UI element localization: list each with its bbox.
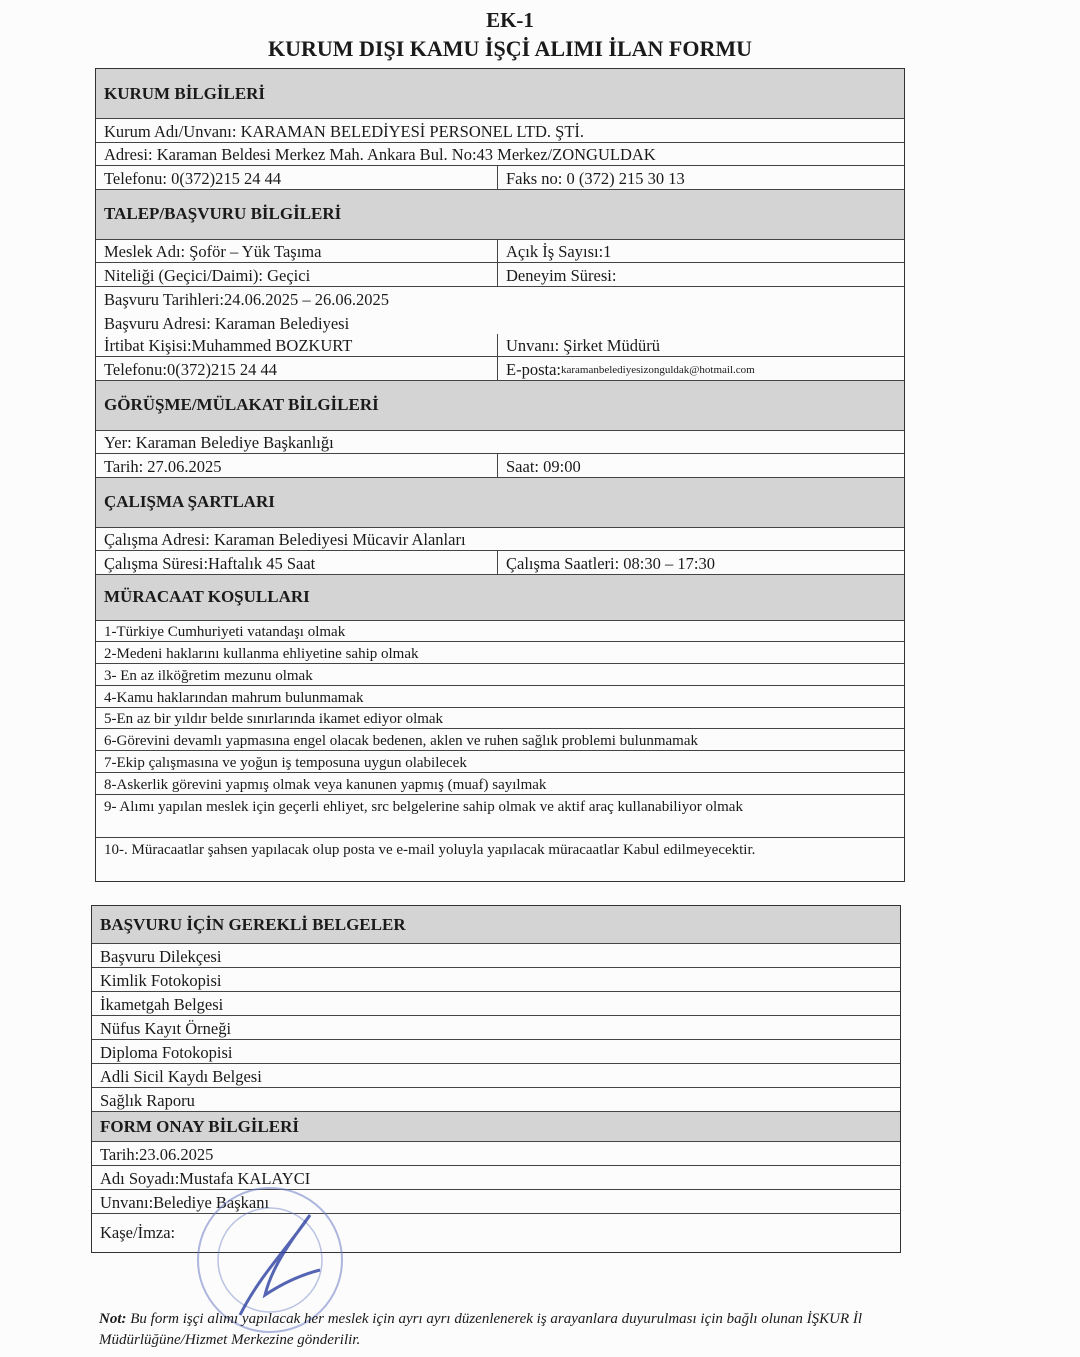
row-apply-address — [96, 310, 904, 334]
approver-name: Adı Soyadı:Mustafa KALAYCI — [100, 1169, 311, 1188]
condition-row — [96, 686, 904, 708]
contact-title: Unvanı: Şirket Müdürü — [506, 336, 660, 355]
condition-7: 7-Ekip çalışmasına ve yoğun iş temposuna uygun olabilecek — [104, 755, 467, 772]
row-interview-place — [96, 431, 904, 455]
apply-address: Başvuru Adresi: Karaman Belediyesi — [104, 313, 350, 333]
work-duration: Çalışma Süresi:Haftalık 45 Saat — [96, 551, 498, 574]
note-text: Bu form işçi alımı yapılacak her meslek için ayrı ayrı düzenlenerek iş arayanlara duyurulması için bağlı olunan İŞKUR İl Müdürlüğüne/Hizmet Merkezine gönderilir. — [99, 1311, 863, 1348]
row-contact-phone — [96, 357, 904, 381]
condition-5: 5-En az bir yıldır belde sınırlarında ikamet ediyor olmak — [104, 711, 444, 728]
work-hours: Çalışma Saatleri: 08:30 – 17:30 — [506, 553, 715, 573]
condition-row — [96, 751, 904, 773]
document-row — [92, 1088, 900, 1112]
document-1: Başvuru Dilekçesi — [100, 947, 222, 966]
contact-person: İrtibat Kişisi:Muhammed BOZKURT — [96, 334, 498, 357]
interview-date: Tarih: 27.06.2025 — [96, 454, 498, 477]
contact-phone: Telefonu:0(372)215 24 44 — [96, 357, 498, 380]
email-label: E-posta: — [506, 359, 561, 379]
document-row — [92, 944, 900, 968]
condition-4: 4-Kamu haklarından mahrum bulunmamak — [104, 689, 364, 706]
email-address: karamanbelediyesizonguldak@hotmail.com — [561, 363, 755, 376]
work-address: Çalışma Adresi: Karaman Belediyesi Mücavir Alanları — [104, 530, 466, 549]
document-3: İkametgah Belgesi — [100, 995, 224, 1014]
document-row — [92, 1040, 900, 1064]
kurum-address: Adresi: Karaman Beldesi Merkez Mah. Ankara Bul. No:43 Merkez/ZONGULDAK — [104, 145, 656, 164]
row-work-address — [96, 528, 904, 552]
section-gorusme: GÖRÜŞME/MÜLAKAT BİLGİLERİ — [96, 381, 904, 431]
seal-signature-label: Kaşe/İmza: — [100, 1223, 176, 1242]
condition-8: 8-Askerlik görevini yapmış olmak veya kanunen yapmış (muaf) sayılmak — [104, 776, 547, 793]
condition-row — [96, 664, 904, 686]
kurum-name: Kurum Adı/Unvanı: KARAMAN BELEDİYESİ PERSONEL LTD. ŞTİ. — [104, 121, 585, 141]
section-onay: FORM ONAY BİLGİLERİ — [92, 1112, 900, 1142]
document-row — [92, 1064, 900, 1088]
row-job — [96, 240, 904, 264]
document-5: Diploma Fotokopisi — [100, 1043, 233, 1062]
document-6: Adli Sicil Kaydı Belgesi — [100, 1067, 262, 1086]
document-row — [92, 1016, 900, 1040]
condition-9: 9- Alımı yapılan meslek için geçerli ehliyet, src belgelerine sahip olmak ve aktif araç kullanabiliyor olmak — [104, 798, 743, 815]
interview-place: Yer: Karaman Belediye Başkanlığı — [104, 433, 334, 452]
condition-row — [96, 729, 904, 751]
approval-date: Tarih:23.06.2025 — [100, 1145, 214, 1164]
contact-email — [498, 357, 904, 380]
section-muracaat: MÜRACAAT KOŞULLARI — [96, 575, 904, 621]
condition-row — [96, 838, 904, 881]
note-label: Not: — [99, 1311, 127, 1327]
document-7: Sağlık Raporu — [100, 1091, 195, 1110]
row-nature — [96, 263, 904, 287]
row-dates — [96, 287, 904, 311]
row-interview-date — [96, 454, 904, 478]
experience: Deneyim Süresi: — [506, 265, 617, 285]
condition-row — [96, 708, 904, 730]
kurum-fax: Faks no: 0 (372) 215 30 13 — [506, 168, 685, 188]
condition-row — [96, 621, 904, 643]
row-kurum-address — [96, 143, 904, 167]
document-4: Nüfus Kayıt Örneği — [100, 1019, 232, 1038]
row-approval-date — [92, 1142, 900, 1166]
document-row — [92, 968, 900, 992]
condition-3: 3- En az ilköğretim mezunu olmak — [104, 667, 313, 684]
section-calisma: ÇALIŞMA ŞARTLARI — [96, 478, 904, 528]
footer-note — [99, 1309, 929, 1351]
row-kurum-phone — [96, 166, 904, 190]
approver-title: Unvanı:Belediye Başkanı — [100, 1193, 270, 1212]
condition-6: 6-Görevini devamlı yapmasına engel olacak bedenen, aklen ve ruhen sağlık problemi bulunmamak — [104, 733, 698, 750]
job-name: Meslek Adı: Şoför – Yük Taşıma — [96, 240, 498, 263]
document-row — [92, 992, 900, 1016]
openings: Açık İş Sayısı:1 — [506, 242, 612, 261]
condition-1: 1-Türkiye Cumhuriyeti vatandaşı olmak — [104, 624, 346, 641]
condition-2: 2-Medeni haklarını kullanma ehliyetine sahip olmak — [104, 646, 419, 663]
job-nature: Niteliği (Geçici/Daimi): Geçici — [96, 263, 498, 286]
interview-time: Saat: 09:00 — [506, 456, 581, 476]
apply-dates: Başvuru Tarihleri:24.06.2025 – 26.06.2025 — [104, 290, 389, 309]
form-title: KURUM DIŞI KAMU İŞÇİ ALIMI İLAN FORMU — [267, 36, 753, 61]
section-belgeler: BAŞVURU İÇİN GEREKLİ BELGELER — [92, 906, 900, 944]
row-work-duration — [96, 551, 904, 575]
annex-label: EK-1 — [486, 8, 534, 32]
signature-stroke — [240, 1215, 320, 1315]
kurum-phone: Telefonu: 0(372)215 24 44 — [96, 166, 498, 189]
section-talep: TALEP/BAŞVURU BİLGİLERİ — [96, 190, 904, 240]
document-2: Kimlik Fotokopisi — [100, 971, 222, 990]
form-main — [95, 68, 905, 882]
condition-row — [96, 773, 904, 795]
condition-row — [96, 795, 904, 838]
condition-10: 10-. Müracaatlar şahsen yapılacak olup posta ve e-mail yoluyla yapılacak müracaatlar Kabul edilmeyecektir. — [104, 841, 756, 858]
row-contact — [96, 334, 904, 358]
stamp-inner-ring — [218, 1208, 322, 1312]
row-kurum-name — [96, 119, 904, 143]
condition-row — [96, 642, 904, 664]
section-kurum: KURUM BİLGİLERİ — [96, 69, 904, 119]
